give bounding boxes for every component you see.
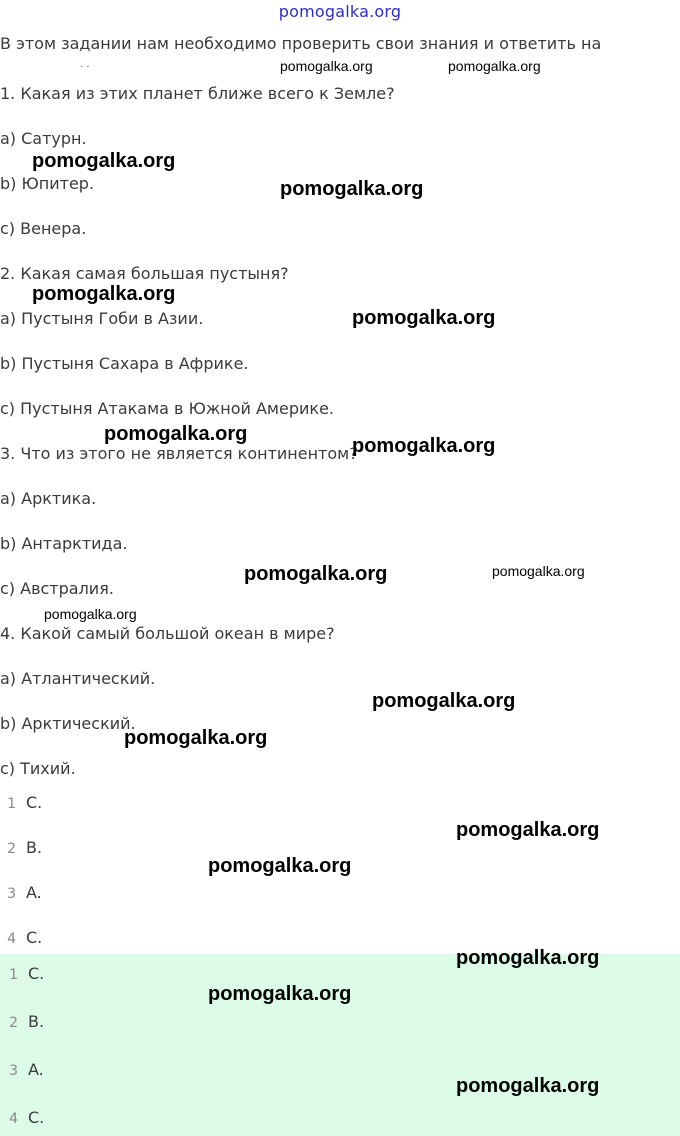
answer-item: 2 B. — [7, 838, 43, 857]
answer-item: 4 C. — [7, 928, 43, 947]
watermark: pomogalka.org — [244, 563, 388, 585]
answer-item-highlighted: 2 B. — [9, 1012, 45, 1031]
question-1: 1. Какая из этих планет ближе всего к Земле? — [0, 84, 395, 103]
watermark: pomogalka.org — [44, 606, 137, 622]
q2-option-a: a) Пустыня Гоби в Азии. — [0, 309, 204, 328]
q3-option-a: a) Арктика. — [0, 489, 97, 508]
question-3: 3. Что из этого не является континентом? — [0, 444, 358, 463]
answer-item-highlighted: 3 A. — [9, 1060, 44, 1079]
answer-item: 3 A. — [7, 883, 42, 902]
q3-option-c: c) Австралия. — [0, 579, 114, 598]
watermark: pomogalka.org — [456, 819, 600, 841]
q4-option-b: b) Арктический. — [0, 714, 136, 733]
watermark: pomogalka.org — [208, 855, 352, 877]
q2-option-c: c) Пустыня Атакама в Южной Америке. — [0, 399, 334, 418]
watermark: pomogalka.org — [372, 690, 516, 712]
watermark: pomogalka.org — [280, 178, 424, 200]
watermark: pomogalka.org — [456, 947, 600, 969]
watermark: pomogalka.org — [492, 563, 585, 579]
watermark: pomogalka.org — [352, 435, 496, 457]
watermark: pomogalka.org — [352, 307, 496, 329]
q1-option-c: c) Венера. — [0, 219, 87, 238]
answer-item: 1 C. — [7, 793, 43, 812]
q1-option-b: b) Юпитер. — [0, 174, 95, 193]
watermark: pomogalka.org — [448, 58, 541, 74]
watermark: pomogalka.org — [104, 423, 248, 445]
q4-option-a: a) Атлантический. — [0, 669, 156, 688]
q4-option-c: c) Тихий. — [0, 759, 76, 778]
watermark: pomogalka.org — [456, 1075, 600, 1097]
watermark: pomogalka.org — [32, 150, 176, 172]
watermark: pomogalka.org — [124, 727, 268, 749]
q3-option-b: b) Антарктида. — [0, 534, 128, 553]
question-2: 2. Какая самая большая пустыня? — [0, 264, 289, 283]
watermark: pomogalka.org — [208, 983, 352, 1005]
question-4: 4. Какой самый большой океан в мире? — [0, 624, 335, 643]
q2-option-b: b) Пустыня Сахара в Африке. — [0, 354, 249, 373]
intro-text: В этом задании нам необходимо проверить свои знания и ответить на — [0, 34, 602, 53]
site-header-link[interactable]: pomogalka.org — [278, 2, 402, 21]
q1-option-a: a) Сатурн. — [0, 129, 87, 148]
watermark: pomogalka.org — [280, 58, 373, 74]
highlighted-answers-box — [0, 954, 680, 1136]
answer-item-highlighted: 4 C. — [9, 1108, 45, 1127]
answer-item-highlighted: 1 C. — [9, 964, 45, 983]
watermark: pomogalka.org — [32, 283, 176, 305]
intro-dots: · · — [80, 62, 90, 73]
